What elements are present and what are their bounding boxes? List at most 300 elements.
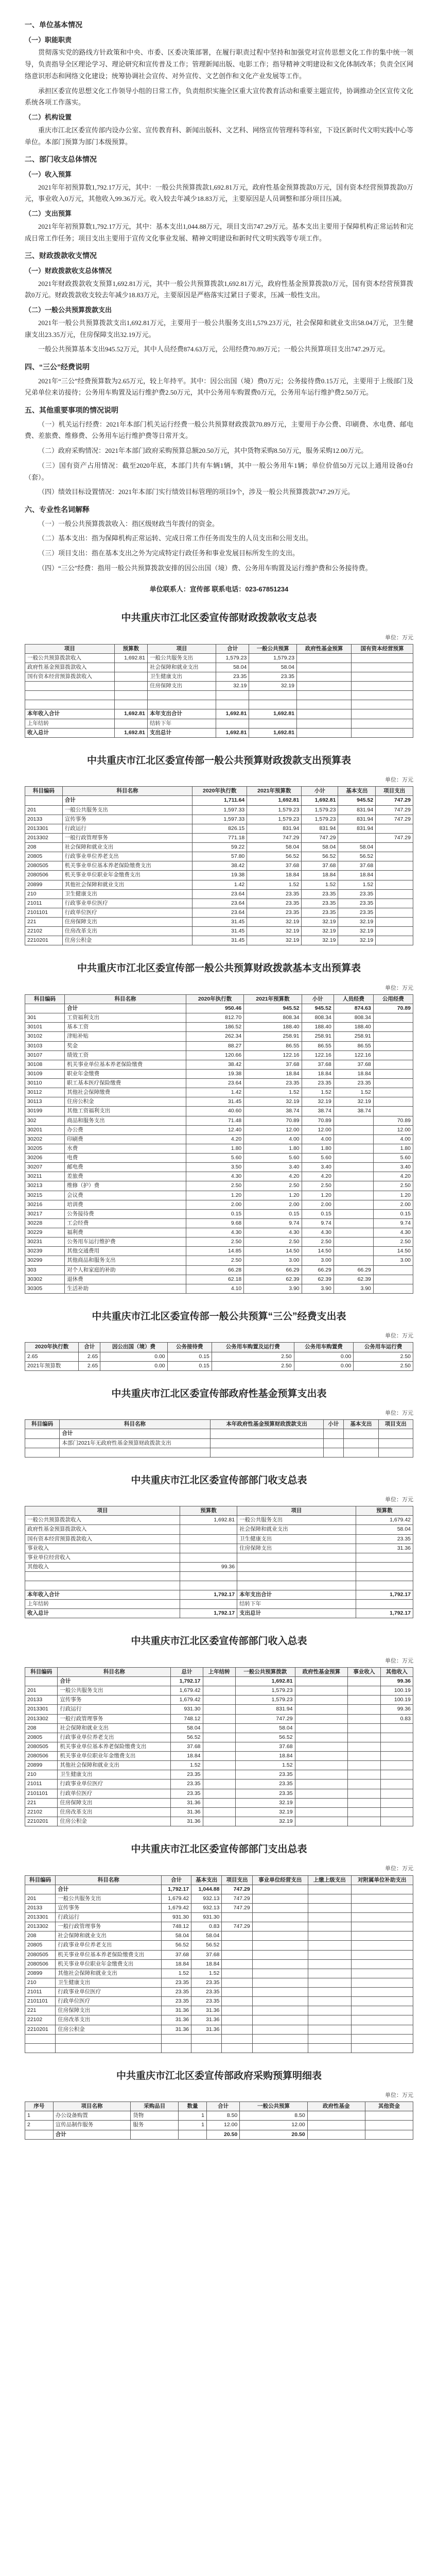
table-cell: 0.00 — [100, 1361, 167, 1370]
table-cell: 66.28 — [186, 1265, 243, 1275]
table-row — [25, 889, 413, 899]
table-cell: 一般行政管理事务 — [58, 1714, 171, 1723]
table-cell — [373, 1265, 413, 1275]
table-cell: 退休费 — [65, 1275, 186, 1284]
table-cell: 5.60 — [186, 1154, 243, 1163]
table-cell: 1,579.23 — [302, 815, 338, 824]
table-cell: 水费 — [65, 1144, 186, 1153]
table-cell: 商品和服务支出 — [65, 1116, 186, 1125]
table-cell — [348, 1733, 380, 1742]
table-cell: 政府性基金预算拨款收入 — [25, 1525, 180, 1534]
table-cell: 1.20 — [302, 1191, 334, 1200]
table-cell — [252, 1969, 308, 1978]
table-row — [25, 1913, 413, 1922]
table-cell: 上年结转 — [25, 719, 115, 728]
table-cell: 66.29 — [334, 1265, 373, 1275]
table-row — [25, 1969, 413, 1978]
table-cell: 一般公共服务支出 — [58, 1686, 171, 1696]
table-cell — [380, 1752, 413, 1761]
table-row — [25, 1959, 413, 1969]
table-cell — [352, 728, 413, 737]
table-cell — [252, 1894, 308, 1903]
table-cell: 2.50 — [244, 1238, 302, 1247]
table-title: 中共重庆市江北区委宣传部部门收支总表 — [131, 1475, 307, 1486]
table-cell: 1.52 — [247, 880, 302, 889]
column-header: 项目支出 — [378, 1420, 413, 1429]
table-cell: 2080506 — [25, 1752, 58, 1761]
table-header-row — [25, 2102, 413, 2111]
table-cell — [237, 1562, 356, 1571]
table-cell: 932.13 — [191, 1903, 222, 1912]
table-cell — [348, 1770, 380, 1780]
table-cell: 30217 — [25, 1209, 65, 1218]
table-cell: 0.83 — [191, 1922, 222, 1931]
table-cell — [351, 1903, 413, 1912]
table-cell — [114, 682, 147, 691]
table-cell — [297, 682, 352, 691]
table-header-row — [25, 1506, 413, 1516]
table-cell: 32.19 — [249, 682, 297, 691]
table-row — [25, 796, 413, 805]
table-row — [25, 1696, 413, 1705]
table-cell: 23.35 — [247, 899, 302, 908]
table-cell: 2.50 — [354, 1352, 413, 1361]
column-header: 事业单位经营支出 — [252, 1875, 308, 1885]
table-row — [25, 1013, 413, 1023]
table-cell: 56.52 — [191, 1941, 222, 1950]
table-row — [25, 1069, 413, 1078]
table-cell — [323, 1429, 344, 1438]
table-cell — [25, 1572, 180, 1581]
table-cell: 本年支出合计 — [237, 1590, 356, 1600]
table-cell: 5.60 — [244, 1154, 302, 1163]
table-cell: 21011 — [25, 1988, 56, 1997]
table-cell: 38.74 — [334, 1107, 373, 1116]
table-title: 中共重庆市江北区委宣传部一般公共预算财政拨款支出预算表 — [86, 755, 351, 766]
table-cell: 2.65 — [79, 1352, 100, 1361]
table-cell: 23.35 — [162, 1988, 191, 1997]
table-cell: 808.34 — [244, 1013, 302, 1023]
table-cell: 262.34 — [186, 1032, 243, 1041]
table-cell: 20133 — [25, 1903, 56, 1912]
table-cell: 62.39 — [302, 1275, 334, 1284]
table-cell: 9.74 — [244, 1218, 302, 1228]
table-cell — [373, 1013, 413, 1023]
table-cell: 1.52 — [244, 1088, 302, 1097]
table-row — [25, 1284, 413, 1293]
table-cell — [252, 1988, 308, 1997]
column-header: 项目支出 — [376, 787, 413, 796]
column-header: 政府性基金 — [307, 2102, 365, 2111]
table-row — [25, 1256, 413, 1265]
table-cell: 747.29 — [376, 796, 413, 805]
table-unit: 单位：万元 — [385, 1496, 413, 1503]
table-cell — [308, 2034, 351, 2043]
table-cell: 奖金 — [65, 1041, 186, 1050]
column-header: 小计 — [302, 787, 338, 796]
table-cell — [373, 1060, 413, 1069]
table-cell — [252, 1941, 308, 1950]
column-header: 科目名称 — [62, 787, 192, 796]
table-cell — [348, 1714, 380, 1723]
table-cell — [180, 1525, 237, 1534]
table-cell: 32.19 — [247, 936, 302, 945]
table-cell: 201 — [25, 1686, 58, 1696]
table-cell: 30103 — [25, 1041, 65, 1050]
table-cell: 2013302 — [25, 1922, 56, 1931]
table-cell: 3.40 — [244, 1163, 302, 1172]
table-cell: 2.50 — [373, 1181, 413, 1191]
table-cell: 一般公共预算拨款收入 — [25, 653, 115, 663]
table-cell — [351, 1950, 413, 1959]
table-cell: 221 — [25, 1798, 58, 1807]
table-cell — [180, 1572, 237, 1581]
table-cell — [378, 1438, 413, 1448]
table-cell: 津贴补贴 — [65, 1032, 186, 1041]
table-cell: 住房公积金 — [65, 1097, 186, 1107]
table-cell — [295, 1807, 348, 1817]
table-cell — [297, 709, 352, 719]
table-cell: 1,692.81 — [216, 728, 249, 737]
table-cell — [351, 1997, 413, 2006]
table-row — [25, 719, 413, 728]
table-cell: 4.30 — [244, 1228, 302, 1238]
budget-table-block — [25, 1308, 413, 1371]
paragraph: （一）一般公共预算拨款收入：指区级财政当年拨付的资金。 — [38, 519, 219, 528]
table-cell: 3.00 — [244, 1256, 302, 1265]
table-cell: 831.94 — [338, 815, 376, 824]
table-cell: 23.35 — [302, 899, 338, 908]
table-cell — [356, 1600, 413, 1609]
table-cell: 2080506 — [25, 871, 63, 880]
table-cell: 23.35 — [302, 908, 338, 917]
table-cell: 62.18 — [186, 1275, 243, 1284]
table-cell: 住房公积金 — [58, 1817, 171, 1826]
table-cell: 32.19 — [302, 918, 338, 927]
table-cell: 12.40 — [186, 1125, 243, 1134]
table-cell — [222, 1969, 252, 1978]
table-cell — [373, 1041, 413, 1050]
column-header: 公务用车购置费 — [294, 1343, 354, 1352]
table-row — [25, 1060, 413, 1069]
table-cell: 2013302 — [25, 833, 63, 842]
table-cell: 0.00 — [294, 1352, 354, 1361]
table-title: 中共重庆市江北区委宣传部一般公共预算“三公”经费支出表 — [92, 1311, 346, 1322]
budget-table-block — [25, 960, 413, 1294]
table-row — [25, 1200, 413, 1209]
table-cell: 0.00 — [100, 1352, 167, 1361]
table-cell — [249, 691, 297, 700]
table-cell: 100.19 — [380, 1686, 413, 1696]
table-cell: 1.80 — [244, 1144, 302, 1153]
table-cell: 18.84 — [247, 871, 302, 880]
table-cell — [297, 672, 352, 682]
table-cell — [180, 1553, 237, 1562]
table-cell: 20805 — [25, 1941, 56, 1950]
table-cell — [25, 1438, 60, 1448]
table-cell — [237, 1553, 356, 1562]
table-unit: 单位：万元 — [385, 777, 413, 783]
table-row — [25, 1894, 413, 1903]
budget-table — [25, 2102, 413, 2140]
table-cell — [203, 1686, 235, 1696]
table-cell — [203, 1733, 235, 1742]
table-cell — [352, 700, 413, 709]
table-cell — [365, 2111, 413, 2121]
table-cell — [351, 1913, 413, 1922]
table-cell: 22102 — [25, 927, 63, 936]
table-cell: 831.94 — [247, 824, 302, 833]
table-cell — [252, 1931, 308, 1941]
table-cell: 社会保障和就业支出 — [147, 663, 216, 672]
table-cell: 1,579.23 — [302, 805, 338, 815]
column-header: 科目名称 — [60, 1420, 210, 1429]
table-cell: 1 — [179, 2111, 207, 2121]
table-cell: 31.36 — [191, 2006, 222, 2015]
table-cell: 30109 — [25, 1069, 65, 1078]
table-cell: 2.50 — [186, 1238, 243, 1247]
table-cell — [376, 824, 413, 833]
table-cell: 21011 — [25, 1780, 58, 1789]
table-cell — [295, 1696, 348, 1705]
table-cell: 合计 — [62, 796, 192, 805]
table-cell: 30216 — [25, 1200, 65, 1209]
table-row — [25, 1903, 413, 1912]
table-cell: 2.00 — [373, 1200, 413, 1209]
table-cell: 221 — [25, 2006, 56, 2015]
table-cell: 1.42 — [192, 880, 247, 889]
table-cell — [373, 1023, 413, 1032]
table-cell — [147, 700, 216, 709]
table-row — [25, 1733, 413, 1742]
table-cell: 支出总计 — [147, 728, 216, 737]
table-cell: 20899 — [25, 880, 63, 889]
table-cell: 行政单位医疗 — [58, 1789, 171, 1798]
budget-table-block — [25, 2067, 413, 2140]
table-cell: 70.89 — [373, 1004, 413, 1013]
table-cell: 30239 — [25, 1247, 65, 1256]
column-header: 科目编码 — [25, 1667, 58, 1676]
table-cell: 30113 — [25, 1097, 65, 1107]
table-row — [25, 709, 413, 719]
table-cell — [203, 1705, 235, 1714]
paragraph: 2021年一般公共预算拨款支出1,692.81万元，主要用于一般公共服务支出1,579.23万元，社会保障和就业支出58.04万元，卫生健康支出23.35万元，住房保障支出32.19万元。 — [25, 318, 413, 338]
table-title: 中共重庆市江北区委宣传部部门支出总表 — [131, 1844, 307, 1855]
table-cell: 卫生健康支出 — [58, 1770, 171, 1780]
table-cell: 办公费 — [65, 1125, 186, 1134]
table-cell: 2101101 — [25, 1789, 58, 1798]
table-cell — [25, 2043, 56, 2053]
table-cell — [252, 2025, 308, 2034]
table-row — [25, 1172, 413, 1181]
table-cell — [295, 1686, 348, 1696]
table-cell: 945.52 — [302, 1004, 334, 1013]
table-cell: 31.45 — [186, 1097, 243, 1107]
table-cell: 747.29 — [222, 1922, 252, 1931]
table-cell: 1.80 — [302, 1144, 334, 1153]
budget-table — [25, 644, 413, 738]
table-cell: 23.35 — [216, 672, 249, 682]
table-cell: 99.36 — [380, 1677, 413, 1686]
table-cell — [210, 1438, 323, 1448]
table-cell: 2210201 — [25, 936, 63, 945]
table-cell: 1.20 — [186, 1191, 243, 1200]
table-header-row — [25, 1667, 413, 1676]
table-cell — [295, 1723, 348, 1733]
table-cell — [373, 1284, 413, 1293]
table-row — [25, 1590, 413, 1600]
table-cell: 4.20 — [373, 1172, 413, 1181]
table-cell: 1,792.17 — [356, 1609, 413, 1618]
table-cell: 31.36 — [191, 2015, 222, 2025]
column-header: 项目名称 — [53, 2102, 131, 2111]
table-cell: 30102 — [25, 1032, 65, 1041]
table-cell: 2080505 — [25, 861, 63, 871]
table-cell: 社会保障和就业支出 — [237, 1525, 356, 1534]
table-cell: 4.20 — [186, 1134, 243, 1144]
table-cell — [295, 1733, 348, 1742]
table-cell — [308, 1894, 351, 1903]
table-cell: 23.35 — [244, 1079, 302, 1088]
table-cell — [203, 1798, 235, 1807]
column-header: 政府性基金预算 — [295, 1667, 348, 1676]
table-cell — [380, 1742, 413, 1751]
table-cell: 其他社会保障缴费 — [65, 1088, 186, 1097]
column-header: 其他收入 — [380, 1667, 413, 1676]
paragraph: （四）“三公”经费：指用一般公共预算拨款安排的因公出国（境）费、公务用车购置及运行维护费和公务接待费。 — [38, 564, 372, 572]
table-cell: 3.40 — [302, 1163, 334, 1172]
table-cell: 电费 — [65, 1154, 186, 1163]
column-header: 科目名称 — [65, 994, 186, 1004]
table-row — [25, 1525, 413, 1534]
table-row — [25, 1752, 413, 1761]
table-cell — [380, 1723, 413, 1733]
budget-table — [25, 1875, 413, 2053]
table-cell — [334, 1154, 373, 1163]
subsection-title: （二）支出预算 — [25, 210, 72, 217]
table-row — [25, 1817, 413, 1826]
paragraph: （三）项目支出：指在基本支出之外为完成特定行政任务和事业发展目标所发生的支出。 — [38, 549, 300, 557]
table-cell: 56.52 — [171, 1733, 203, 1742]
table-unit: 单位：万元 — [385, 985, 413, 991]
table-cell: 31.36 — [191, 2025, 222, 2034]
table-row — [25, 1032, 413, 1041]
table-cell: 住房保障支出 — [237, 1544, 356, 1553]
table-cell: 32.19 — [302, 927, 338, 936]
table-cell: 18.84 — [244, 1069, 302, 1078]
table-cell: 31.45 — [192, 927, 247, 936]
table-row — [25, 815, 413, 824]
table-row — [25, 663, 413, 672]
table-cell — [334, 1134, 373, 1144]
table-cell — [365, 2121, 413, 2130]
table-cell: 32.19 — [334, 1097, 373, 1107]
table-cell: 31.36 — [162, 2025, 191, 2034]
table-cell: 1.42 — [186, 1088, 243, 1097]
table-cell — [376, 871, 413, 880]
table-cell — [352, 719, 413, 728]
column-header: 科目编码 — [25, 787, 63, 796]
table-row — [25, 908, 413, 917]
table-cell — [376, 843, 413, 852]
table-cell — [351, 2025, 413, 2034]
table-cell: 5.60 — [302, 1154, 334, 1163]
table-cell: 31.36 — [356, 1544, 413, 1553]
table-row — [25, 1562, 413, 1571]
paragraph: 重庆市江北区委宣传部内设办公室、宣传教育科、新闻出版科、文艺科、网络宣传管理科等科室，下设区新时代文明实践中心等单位。本部门预算为部门本级预算。 — [25, 126, 413, 146]
table-cell — [308, 2043, 351, 2053]
table-cell: 18.84 — [302, 1069, 334, 1078]
table-cell: 70.89 — [302, 1116, 334, 1125]
table-cell — [222, 1950, 252, 1959]
table-cell — [203, 1761, 235, 1770]
table-cell: 30211 — [25, 1172, 65, 1181]
table-cell: 3.90 — [302, 1284, 334, 1293]
table-cell — [222, 2006, 252, 2015]
table-cell: 行政事业单位养老支出 — [62, 852, 192, 861]
table-cell — [25, 1677, 58, 1686]
table-cell: 1,679.42 — [171, 1686, 203, 1696]
table-cell — [252, 2006, 308, 2015]
table-cell — [295, 1752, 348, 1761]
table-cell: 货物 — [131, 2111, 179, 2121]
table-cell — [297, 653, 352, 663]
table-row — [25, 1544, 413, 1553]
table-cell: 一般公共服务支出 — [147, 653, 216, 663]
table-unit: 单位：万元 — [385, 1333, 413, 1340]
table-cell: 66.29 — [244, 1265, 302, 1275]
table-cell: 12.00 — [244, 1125, 302, 1134]
table-row — [25, 880, 413, 889]
table-cell: 机关事业单位职业年金缴费支出 — [58, 1752, 171, 1761]
table-cell — [252, 2043, 308, 2053]
table-cell: 30229 — [25, 1228, 65, 1238]
table-cell — [307, 2130, 365, 2139]
table-cell: 30207 — [25, 1163, 65, 1172]
table-cell — [373, 1050, 413, 1060]
table-cell: 邮电费 — [65, 1163, 186, 1172]
table-cell: 23.35 — [338, 908, 376, 917]
table-cell: 1,792.17 — [162, 1885, 191, 1894]
table-row — [25, 1600, 413, 1609]
table-cell — [295, 1705, 348, 1714]
column-header: 基本支出 — [191, 1875, 222, 1885]
table-cell: 社会保障和就业支出 — [62, 843, 192, 852]
table-cell — [308, 1922, 351, 1931]
table-row — [25, 1438, 413, 1448]
table-cell: 188.40 — [334, 1023, 373, 1032]
table-cell — [351, 2043, 413, 2053]
table-cell: 4.30 — [302, 1228, 334, 1238]
table-cell — [295, 1770, 348, 1780]
table-cell: 2.50 — [186, 1256, 243, 1265]
table-cell: 23.35 — [302, 889, 338, 899]
table-cell: 258.91 — [302, 1032, 334, 1041]
paragraph: 2021年财政拨款收支预算1,692.81万元，其中一般公共预算拨款1,692.81万元，政府性基金预算拨款0万元，国有资本经营预算拨款0万元。财政拨款收支较去年减少18.83万元，主要原因是严格落实过紧日子要求，压减一般性支出。 — [25, 279, 413, 299]
table-cell: 23.35 — [191, 1978, 222, 1987]
table-cell: 支出总计 — [237, 1609, 356, 1618]
table-row — [25, 1079, 413, 1088]
table-row — [25, 1978, 413, 1987]
table-cell: 1,711.64 — [192, 796, 247, 805]
table-cell — [252, 1885, 308, 1894]
table-cell — [376, 927, 413, 936]
table-cell — [351, 1894, 413, 1903]
table-cell: 2.50 — [354, 1361, 413, 1370]
table-row — [25, 1950, 413, 1959]
table-cell — [334, 1200, 373, 1209]
table-cell: 945.52 — [338, 796, 376, 805]
